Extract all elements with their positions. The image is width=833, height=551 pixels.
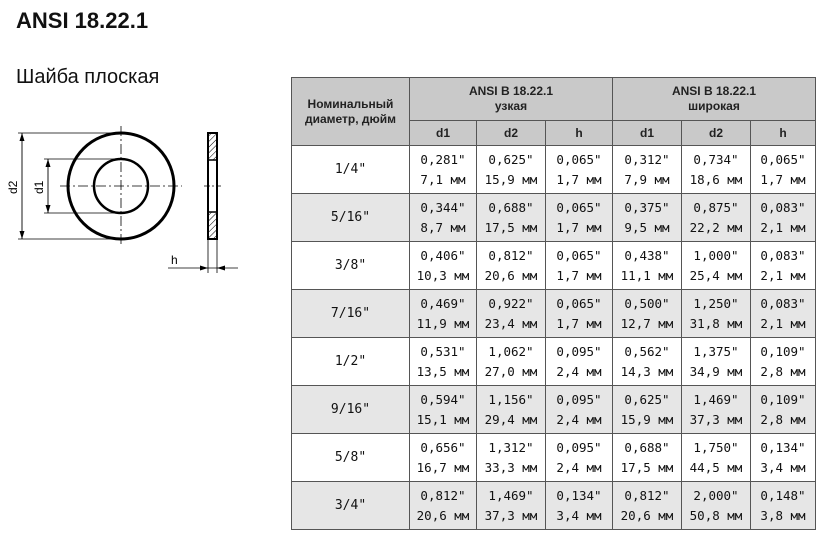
value-cell: [410, 434, 477, 482]
value-mm: 3,4 мм: [556, 507, 602, 523]
value-cell: [546, 338, 613, 386]
value-mm: 10,3 мм: [416, 267, 470, 283]
value-mm: 2,8 мм: [760, 411, 806, 427]
value-inch: 0,688": [488, 199, 534, 215]
value-mm: 1,7 мм: [556, 219, 602, 235]
value-inch: 0,095": [556, 439, 602, 455]
value-mm: 7,1 мм: [420, 171, 466, 187]
value-cell: [682, 386, 751, 434]
value-inch: 1,156": [488, 391, 534, 407]
value-mm: 2,1 мм: [760, 315, 806, 331]
value-inch: 0,406": [420, 247, 466, 263]
value-mm: 2,8 мм: [760, 363, 806, 379]
value-inch: 1,469": [693, 391, 739, 407]
value-cell: [751, 386, 816, 434]
page-title: ANSI 18.22.1: [16, 8, 149, 33]
value-cell: [410, 290, 477, 338]
value-inch: 1,750": [693, 439, 739, 455]
value-mm: 7,9 мм: [624, 171, 670, 187]
value-mm: 3,4 мм: [760, 459, 806, 475]
value-inch: 0,562": [624, 343, 670, 359]
value-cell: [682, 338, 751, 386]
value-mm: 3,8 мм: [760, 507, 806, 523]
value-mm: 11,1 мм: [620, 267, 674, 283]
value-inch: 1,250": [693, 295, 739, 311]
value-mm: 20,6 мм: [416, 507, 470, 523]
value-inch: 0,469": [420, 295, 466, 311]
value-inch: 0,095": [556, 343, 602, 359]
value-mm: 20,6 мм: [484, 267, 538, 283]
group-variant: широкая: [688, 99, 740, 113]
washer-side-view: [168, 133, 238, 273]
column-header: h: [546, 121, 613, 146]
value-cell: [751, 482, 816, 530]
corner-header: Номинальный диаметр, дюйм: [292, 78, 410, 146]
value-mm: 2,1 мм: [760, 267, 806, 283]
value-cell: [410, 338, 477, 386]
value-mm: 44,5 мм: [689, 459, 743, 475]
value-cell: [682, 482, 751, 530]
value-inch: 0,531": [420, 343, 466, 359]
value-inch: 0,065": [556, 295, 602, 311]
value-inch: 0,083": [760, 295, 806, 311]
value-cell: [546, 434, 613, 482]
value-inch: 2,000": [693, 487, 739, 503]
value-cell: [477, 290, 546, 338]
value-inch: 0,312": [624, 151, 670, 167]
value-mm: 9,5 мм: [624, 219, 670, 235]
value-inch: 0,594": [420, 391, 466, 407]
d2-label: d2: [6, 180, 20, 194]
value-cell: [546, 242, 613, 290]
value-inch: 0,438": [624, 247, 670, 263]
value-inch: 0,109": [760, 343, 806, 359]
value-inch: 0,083": [760, 199, 806, 215]
value-inch: 0,065": [760, 151, 806, 167]
group-variant: узкая: [494, 99, 528, 113]
d1-label: d1: [32, 180, 46, 194]
nominal-size-cell: 3/4": [292, 482, 410, 530]
value-inch: 0,065": [556, 151, 602, 167]
table-row: [292, 386, 816, 434]
value-cell: [410, 146, 477, 194]
value-inch: 0,656": [420, 439, 466, 455]
value-cell: [410, 482, 477, 530]
value-cell: [613, 434, 682, 482]
value-cell: [682, 146, 751, 194]
value-mm: 1,7 мм: [556, 171, 602, 187]
value-inch: 0,134": [760, 439, 806, 455]
value-cell: [546, 146, 613, 194]
value-inch: 0,812": [420, 487, 466, 503]
value-cell: [410, 242, 477, 290]
value-inch: 1,375": [693, 343, 739, 359]
value-mm: 20,6 мм: [620, 507, 674, 523]
value-mm: 16,7 мм: [416, 459, 470, 475]
value-cell: [613, 482, 682, 530]
nominal-size-cell: 3/8": [292, 242, 410, 290]
group-header-narrow: [410, 78, 613, 121]
value-inch: 0,812": [624, 487, 670, 503]
nominal-size-cell: 1/4": [292, 146, 410, 194]
value-cell: [751, 338, 816, 386]
value-cell: [682, 434, 751, 482]
column-header: d2: [477, 121, 546, 146]
value-inch: 0,812": [488, 247, 534, 263]
value-cell: [682, 290, 751, 338]
value-cell: [546, 290, 613, 338]
value-cell: [546, 386, 613, 434]
value-cell: [613, 338, 682, 386]
value-inch: 0,625": [624, 391, 670, 407]
value-mm: 37,3 мм: [689, 411, 743, 427]
value-mm: 13,5 мм: [416, 363, 470, 379]
value-cell: [751, 194, 816, 242]
value-mm: 2,4 мм: [556, 459, 602, 475]
value-inch: 0,734": [693, 151, 739, 167]
group-standard: ANSI B 18.22.1: [671, 84, 757, 98]
value-mm: 14,3 мм: [620, 363, 674, 379]
value-inch: 0,500": [624, 295, 670, 311]
table-row: [292, 434, 816, 482]
value-mm: 15,9 мм: [484, 171, 538, 187]
value-cell: [477, 482, 546, 530]
value-mm: 29,4 мм: [484, 411, 538, 427]
nominal-size-cell: 1/2": [292, 338, 410, 386]
value-cell: [546, 482, 613, 530]
value-cell: [751, 434, 816, 482]
value-mm: 34,9 мм: [689, 363, 743, 379]
value-cell: [682, 194, 751, 242]
value-mm: 17,5 мм: [620, 459, 674, 475]
value-mm: 33,3 мм: [484, 459, 538, 475]
value-mm: 23,4 мм: [484, 315, 538, 331]
table-row: [292, 194, 816, 242]
value-cell: [751, 146, 816, 194]
value-cell: [477, 194, 546, 242]
table-row: [292, 290, 816, 338]
value-cell: [613, 242, 682, 290]
value-mm: 18,6 мм: [689, 171, 743, 187]
value-inch: 0,688": [624, 439, 670, 455]
group-header-wide: [613, 78, 816, 121]
table-row: [292, 338, 816, 386]
group-standard: ANSI B 18.22.1: [468, 84, 554, 98]
value-cell: [477, 386, 546, 434]
value-mm: 2,4 мм: [556, 363, 602, 379]
value-inch: 0,148": [760, 487, 806, 503]
value-inch: 1,469": [488, 487, 534, 503]
value-cell: [613, 290, 682, 338]
value-inch: 1,000": [693, 247, 739, 263]
value-mm: 8,7 мм: [420, 219, 466, 235]
value-mm: 25,4 мм: [689, 267, 743, 283]
value-inch: 0,344": [420, 199, 466, 215]
value-cell: [613, 194, 682, 242]
column-header: h: [751, 121, 816, 146]
value-inch: 0,134": [556, 487, 602, 503]
table-row: [292, 146, 816, 194]
table-row: [292, 242, 816, 290]
value-cell: [410, 194, 477, 242]
value-mm: 11,9 мм: [416, 315, 470, 331]
value-mm: 50,8 мм: [689, 507, 743, 523]
value-mm: 22,2 мм: [689, 219, 743, 235]
value-mm: 1,7 мм: [556, 315, 602, 331]
value-inch: 0,281": [420, 151, 466, 167]
value-inch: 0,083": [760, 247, 806, 263]
value-cell: [546, 194, 613, 242]
h-label: h: [171, 253, 178, 267]
value-cell: [477, 338, 546, 386]
value-cell: [477, 242, 546, 290]
value-mm: 12,7 мм: [620, 315, 674, 331]
value-mm: 15,9 мм: [620, 411, 674, 427]
nominal-size-cell: 7/16": [292, 290, 410, 338]
value-mm: 37,3 мм: [484, 507, 538, 523]
nominal-size-cell: 5/16": [292, 194, 410, 242]
value-mm: 1,7 мм: [556, 267, 602, 283]
nominal-size-cell: 9/16": [292, 386, 410, 434]
value-cell: [477, 434, 546, 482]
column-header: d2: [682, 121, 751, 146]
value-mm: 31,8 мм: [689, 315, 743, 331]
value-inch: 1,312": [488, 439, 534, 455]
value-inch: 0,095": [556, 391, 602, 407]
value-mm: 2,1 мм: [760, 219, 806, 235]
value-cell: [751, 290, 816, 338]
value-inch: 0,625": [488, 151, 534, 167]
value-cell: [613, 386, 682, 434]
value-cell: [751, 242, 816, 290]
value-inch: 0,922": [488, 295, 534, 311]
value-mm: 2,4 мм: [556, 411, 602, 427]
dimensions-table: [291, 77, 816, 530]
value-cell: [682, 242, 751, 290]
value-inch: 0,065": [556, 247, 602, 263]
washer-drawing: [0, 118, 260, 283]
value-inch: 0,375": [624, 199, 670, 215]
value-inch: 0,109": [760, 391, 806, 407]
page-subtitle: Шайба плоская: [16, 66, 160, 88]
value-mm: 15,1 мм: [416, 411, 470, 427]
nominal-size-cell: 5/8": [292, 434, 410, 482]
value-mm: 1,7 мм: [760, 171, 806, 187]
column-header: d1: [410, 121, 477, 146]
value-cell: [410, 386, 477, 434]
value-inch: 1,062": [488, 343, 534, 359]
value-cell: [477, 146, 546, 194]
column-header: d1: [613, 121, 682, 146]
value-mm: 17,5 мм: [484, 219, 538, 235]
value-cell: [613, 146, 682, 194]
table-row: [292, 482, 816, 530]
value-inch: 0,065": [556, 199, 602, 215]
value-mm: 27,0 мм: [484, 363, 538, 379]
value-inch: 0,875": [693, 199, 739, 215]
